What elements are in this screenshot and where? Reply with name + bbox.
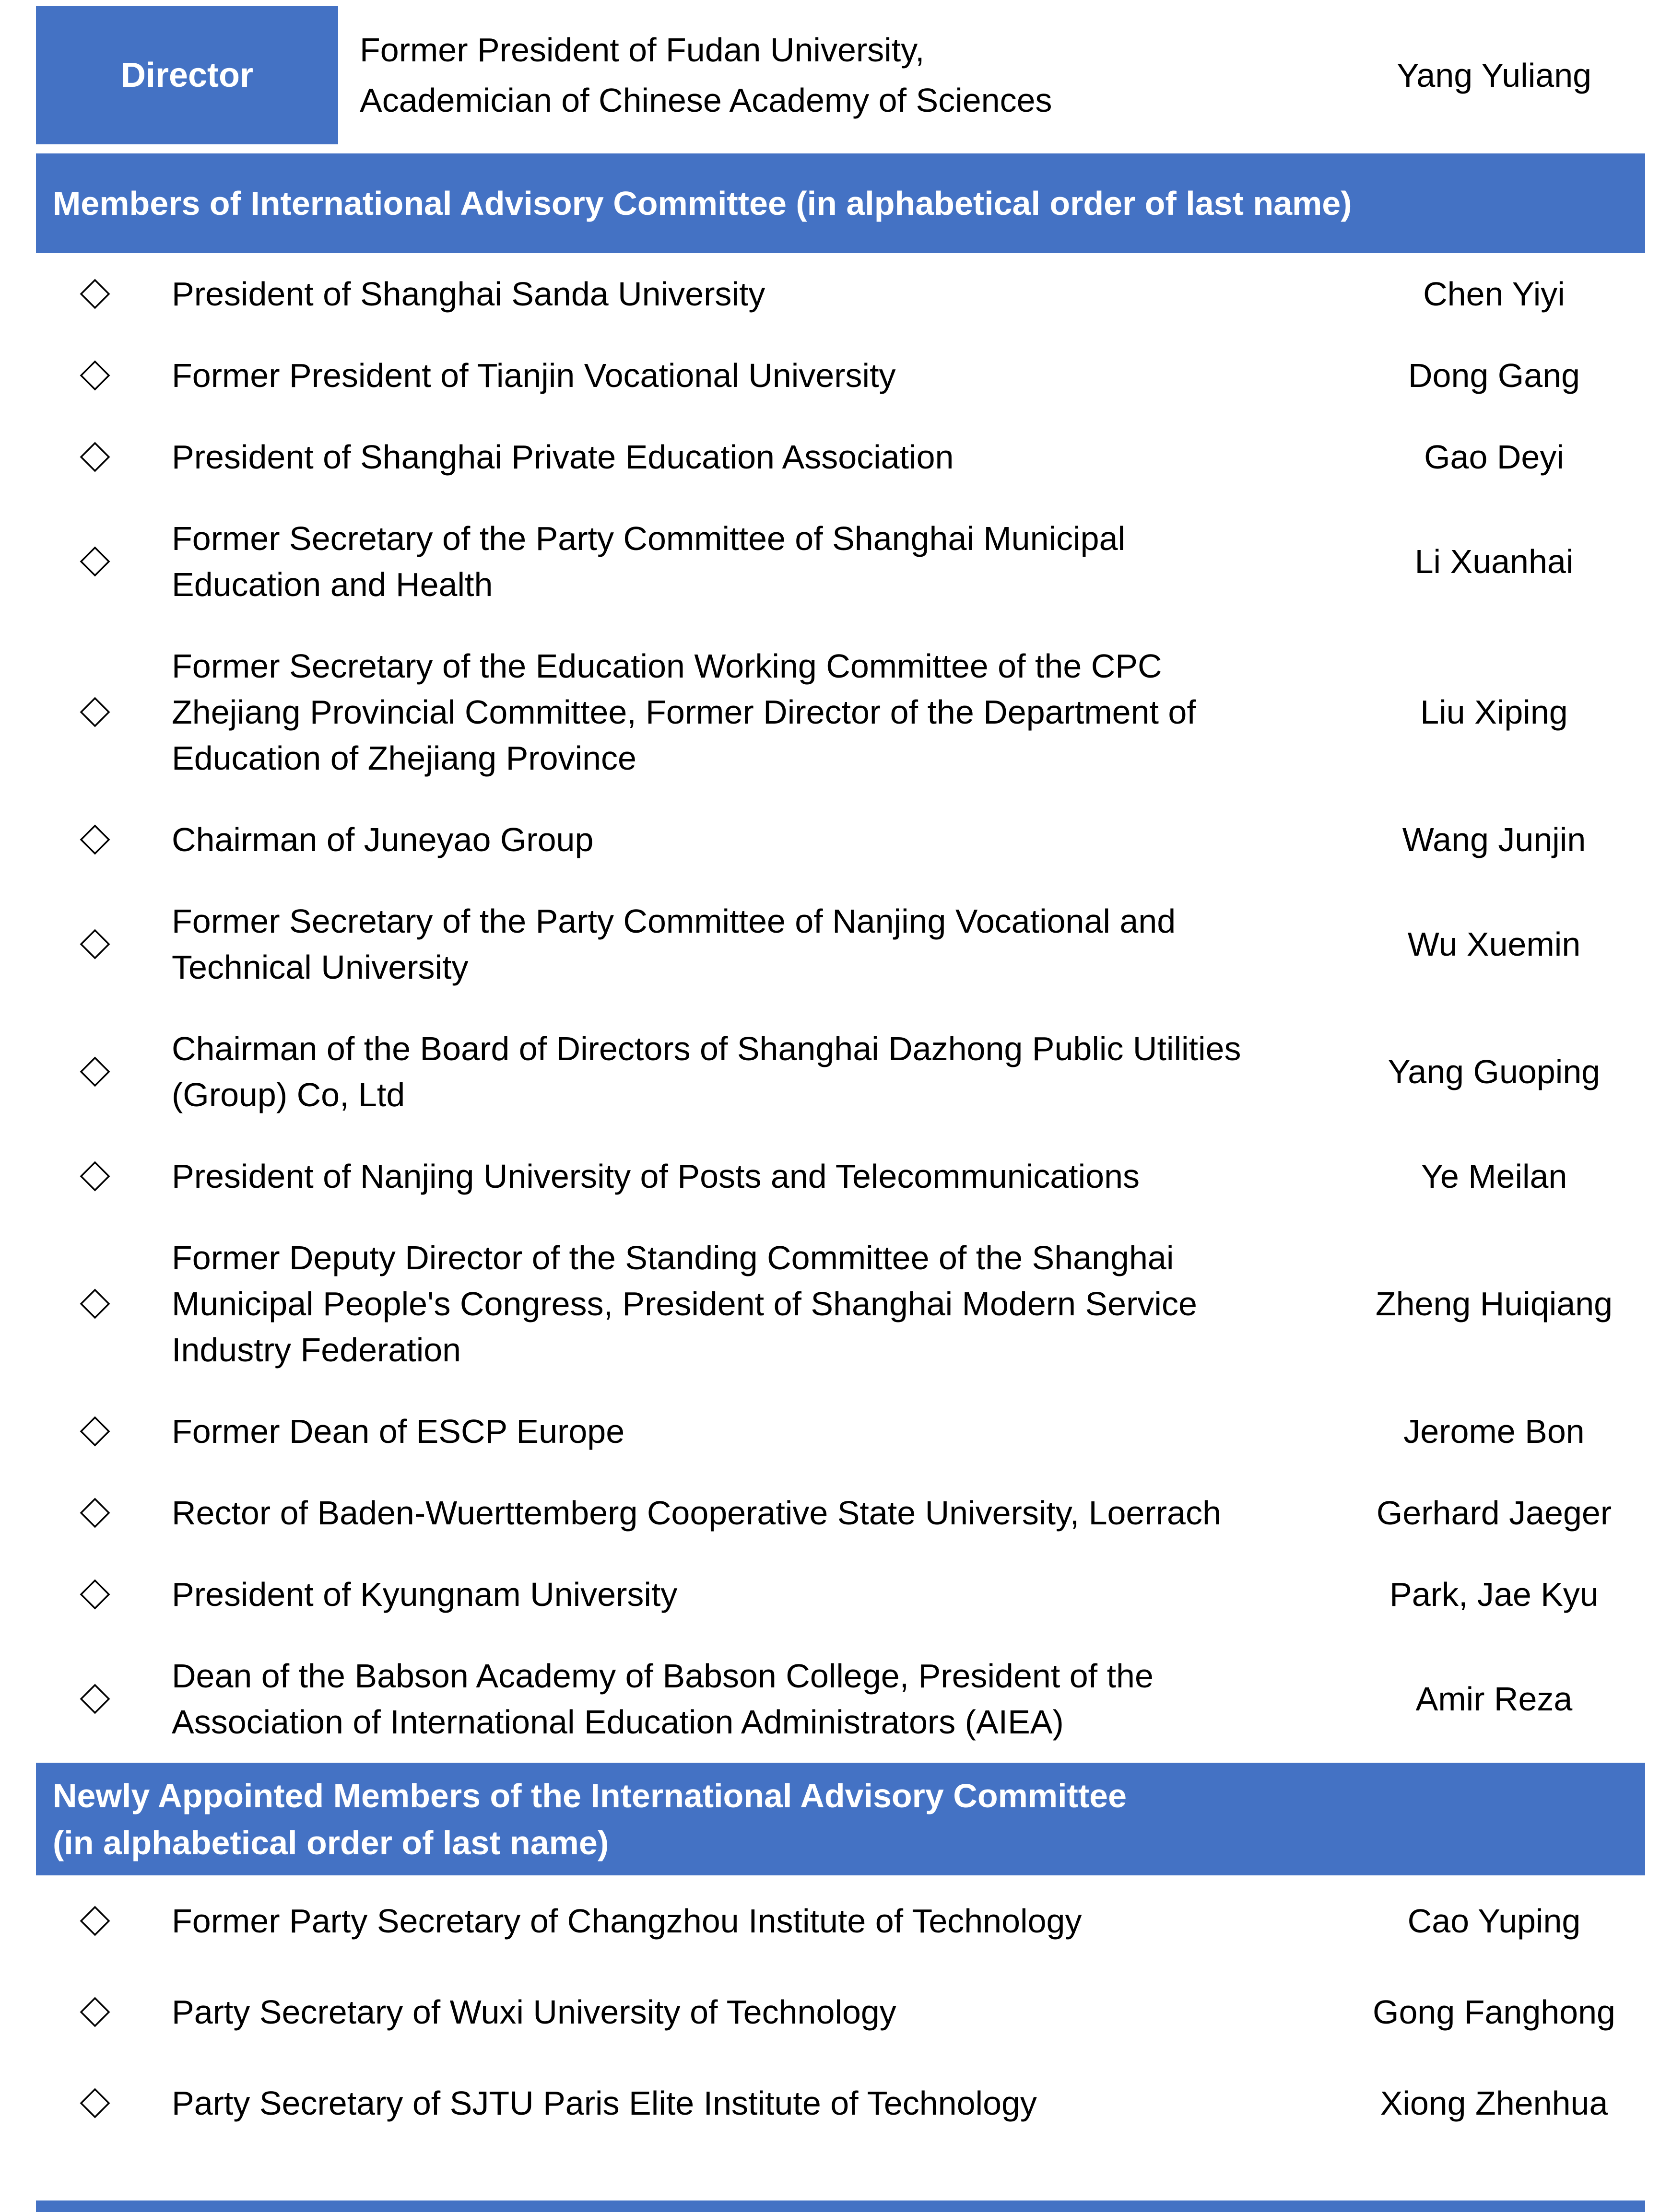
member-title-line: Industry Federation (172, 1331, 461, 1369)
member-name: Gao Deyi (1424, 438, 1564, 476)
member-title-line: Technical University (172, 948, 469, 986)
diamond-bullet-icon (80, 1579, 110, 1610)
member-title-line: Zhejiang Provincial Committee, Former Director of the Department of (172, 693, 1196, 731)
member-title (172, 271, 1227, 317)
diamond-bullet-icon (80, 360, 110, 391)
member-title (172, 2080, 1227, 2126)
member-row (36, 1217, 1645, 1391)
member-title-line: Association of International Education Administrators (AIEA) (172, 1703, 1064, 1741)
member-title-line: (Group) Co, Ltd (172, 1076, 405, 1113)
diamond-bullet-icon (80, 1416, 110, 1447)
member-title-line: Former President of Tianjin Vocational University (172, 357, 896, 394)
member-title (172, 1490, 1227, 1536)
member-row (36, 416, 1645, 498)
diamond-bullet-icon (80, 824, 110, 855)
member-title-line: President of Nanjing University of Posts and Telecommunications (172, 1158, 1140, 1195)
member-title-line: Former Secretary of the Party Committee of Shanghai Municipal (172, 520, 1126, 557)
member-row (36, 2058, 1645, 2149)
member-title-line: Party Secretary of Wuxi University of Technology (172, 1993, 896, 2031)
diamond-bullet-icon (80, 1288, 110, 1319)
member-name: Ye Meilan (1421, 1158, 1567, 1195)
member-row (36, 1391, 1645, 1472)
member-title (172, 1989, 1227, 2035)
member-row (36, 1135, 1645, 1217)
member-row (36, 335, 1645, 416)
member-name: Gerhard Jaeger (1376, 1494, 1612, 1532)
member-name: Cao Yuping (1407, 1902, 1581, 1940)
member-title (172, 1153, 1227, 1199)
diamond-bullet-icon (80, 279, 110, 309)
member-name: Gong Fanghong (1373, 1993, 1615, 2031)
member-title (172, 817, 1227, 863)
member-title-line: Former Dean of ESCP Europe (172, 1413, 625, 1450)
member-name: Liu Xiping (1420, 693, 1568, 731)
member-title-line: Former Party Secretary of Changzhou Institute of Technology (172, 1902, 1082, 1940)
member-title (172, 352, 1227, 398)
member-row (36, 1008, 1645, 1135)
member-row (36, 799, 1645, 880)
director-label: Director (120, 56, 254, 94)
diamond-bullet-icon (80, 1161, 110, 1192)
member-row (36, 498, 1645, 625)
member-title (172, 1653, 1227, 1745)
member-title (172, 434, 1227, 480)
section-1-header-line-1: Members of International Advisory Committee (in alphabetical order of last name) (53, 185, 1352, 222)
diamond-bullet-icon (80, 1684, 110, 1714)
member-title-line: Dean of the Babson Academy of Babson College, President of the (172, 1657, 1154, 1695)
member-name: Park, Jae Kyu (1389, 1576, 1599, 1613)
member-title (172, 1026, 1241, 1118)
member-name: Wu Xuemin (1407, 925, 1581, 963)
diamond-bullet-icon (80, 1498, 110, 1528)
member-title-line: Education and Health (172, 566, 493, 603)
member-name: Chen Yiyi (1423, 275, 1565, 313)
member-name: Li Xuanhai (1414, 543, 1574, 580)
member-title-line: Former Secretary of the Party Committee of Nanjing Vocational and (172, 902, 1176, 940)
member-row (36, 1875, 1645, 1966)
member-name: Xiong Zhenhua (1380, 2084, 1608, 2122)
diamond-bullet-icon (80, 546, 110, 577)
director-name: Yang Yuliang (1396, 57, 1592, 94)
director-title (360, 6, 1343, 144)
director-title-line-2: Academician of Chinese Academy of Sciences (360, 82, 1052, 119)
member-title (172, 1408, 1227, 1454)
member-title (172, 515, 1227, 608)
section-2-header-line-1: Newly Appointed Members of the International Advisory Committee (53, 1777, 1127, 1814)
diamond-bullet-icon (80, 929, 110, 960)
member-title-line: Chairman of Juneyao Group (172, 821, 594, 858)
member-row (36, 1554, 1645, 1635)
director-row (36, 6, 1645, 144)
member-title (172, 1898, 1227, 1944)
member-title-line: President of Shanghai Sanda University (172, 275, 765, 313)
section-1-header (36, 153, 1645, 253)
member-name: Zheng Huiqiang (1375, 1285, 1613, 1323)
section-2-header (36, 1763, 1645, 1875)
member-title (172, 1235, 1227, 1373)
member-title-line: Education of Zhejiang Province (172, 739, 636, 777)
member-row (36, 1966, 1645, 2058)
sections-container (36, 153, 1645, 2149)
member-title-line: Former Deputy Director of the Standing Committee of the Shanghai (172, 1239, 1174, 1276)
member-row (36, 1635, 1645, 1763)
member-name: Wang Junjin (1402, 821, 1586, 858)
next-section-bar-cutoff (36, 2200, 1645, 2212)
member-name: Yang Guoping (1388, 1053, 1601, 1090)
member-title-line: Rector of Baden-Wuerttemberg Cooperative State University, Loerrach (172, 1494, 1221, 1532)
member-name: Dong Gang (1408, 357, 1580, 394)
member-title-line: President of Shanghai Private Education Association (172, 438, 954, 476)
member-title (172, 1571, 1227, 1617)
member-title-line: Party Secretary of SJTU Paris Elite Institute of Technology (172, 2084, 1037, 2122)
member-title-line: President of Kyungnam University (172, 1576, 678, 1613)
member-row (36, 1472, 1645, 1554)
member-title (172, 898, 1227, 990)
member-row (36, 625, 1645, 799)
diamond-bullet-icon (80, 1056, 110, 1087)
member-title-line: Chairman of the Board of Directors of Shanghai Dazhong Public Utilities (172, 1030, 1241, 1067)
member-name: Amir Reza (1415, 1680, 1573, 1718)
diamond-bullet-icon (80, 1906, 110, 1936)
director-label-box (36, 6, 338, 144)
diamond-bullet-icon (80, 442, 110, 472)
member-title (172, 643, 1227, 781)
section-2-header-line-2: (in alphabetical order of last name) (53, 1824, 609, 1861)
diamond-bullet-icon (80, 2088, 110, 2118)
diamond-bullet-icon (80, 1997, 110, 2027)
committee-table (36, 6, 1645, 2149)
member-name: Jerome Bon (1403, 1413, 1585, 1450)
member-title-line: Former Secretary of the Education Working Committee of the CPC (172, 647, 1162, 685)
director-title-line-1: Former President of Fudan University, (360, 31, 925, 69)
member-row (36, 880, 1645, 1008)
diamond-bullet-icon (80, 697, 110, 727)
member-title-line: Municipal People's Congress, President of Shanghai Modern Service (172, 1285, 1197, 1323)
member-row (36, 253, 1645, 335)
